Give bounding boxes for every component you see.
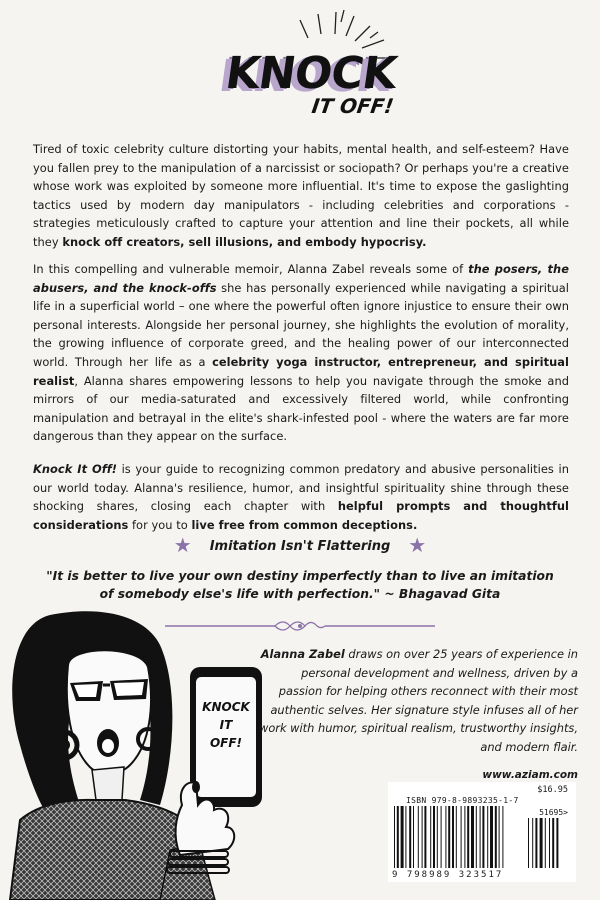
author-name: Alanna Zabel [260, 647, 345, 661]
barcode-bar [490, 806, 493, 868]
bold-text: helpful prompts and thoughtful considerations [33, 499, 570, 532]
isbn: ISBN 979-8-9893235-1-7 [406, 796, 519, 805]
barcode-bar [433, 806, 435, 868]
barcode-bar [502, 806, 503, 868]
barcode-bar [401, 806, 404, 868]
quote-text: "It is better to live your own destiny imperfectly than to live an imitation of somebody else's life with perfection." [46, 569, 554, 601]
addon-bar [535, 818, 537, 868]
barcode-bar [467, 806, 469, 868]
phone-text-line2: IT [219, 718, 233, 732]
book-logo [0, 0, 600, 130]
bold-text: celebrity yoga instructor, entrepreneur, and spiritual realist [33, 354, 569, 388]
barcode-bar [499, 806, 500, 868]
tagline [0, 533, 600, 557]
barcode-bar [441, 806, 442, 868]
text: she has personally experienced while navigating a spiritual life in a superficial world – one where the powerful often ignore injustice to ensure their own personal interests. Alongside her personal journey, she highlights the evolution of morality, the growing influence of corporate greed, and the healing power of our interconnected world. Through her life as a [33, 280, 569, 369]
barcode-bar [482, 806, 484, 868]
addon-bar [545, 818, 546, 868]
barcode-bar [422, 806, 423, 868]
star-icon: ★ [408, 533, 427, 557]
paragraph-intro [33, 140, 569, 252]
barcode-bar [456, 806, 457, 868]
barcode-bar [418, 806, 419, 868]
author-bio [258, 645, 578, 757]
barcode-bar [495, 806, 497, 868]
barcode-digits: 9 798989 323517 [392, 870, 504, 880]
book-title-italic: Knock It Off! [33, 462, 117, 476]
addon-bar [532, 818, 533, 868]
quote [40, 567, 560, 603]
barcode-bar [480, 806, 481, 868]
logo-it-off: IT OFF! [310, 94, 396, 118]
text: Tired of toxic celebrity culture distorting your habits, mental health, and self-esteem? Have you fallen prey to the manipulation of a narcissist or sociopath? Or perhaps you're a creative whose work was exploited by someone more influential. It's time to expose the gaslighting tactics used by modern day manipulators - including celebrities and corporations - strategies meticulously crafted to capture your attention and line their pockets, all while they [33, 142, 569, 249]
barcode-bar [471, 806, 474, 868]
barcode-bar [397, 806, 399, 868]
logo-knock: KNOCK [222, 48, 400, 99]
barcode-box [388, 782, 576, 882]
addon-bar [528, 818, 529, 868]
barcode-bar [464, 806, 465, 868]
barcode-bar [409, 806, 411, 868]
addon-bar [552, 818, 554, 868]
phone-text-line3: OFF! [209, 736, 243, 750]
paragraph-memoir [33, 260, 569, 446]
addon-bar [540, 818, 543, 868]
barcode-bar [430, 806, 431, 868]
addon-bar [556, 818, 558, 868]
barcode-bar [461, 806, 462, 868]
website-link: www.aziam.com [482, 769, 578, 781]
phone-text-line1: KNOCK [202, 700, 250, 714]
barcode [388, 782, 576, 882]
tagline-text: Imitation Isn't Flattering [209, 539, 391, 554]
paragraph-guide [33, 460, 569, 534]
addon-digits: 51695> [539, 808, 568, 817]
barcode-bar [487, 806, 488, 868]
star-icon: ★ [173, 533, 192, 557]
bold-text: live free from common deceptions. [191, 517, 418, 532]
barcode-bar [437, 806, 438, 868]
barcode-bar [424, 806, 426, 868]
barcode-bar [394, 806, 395, 868]
barcode-bar [476, 806, 477, 868]
barcode-bar [413, 806, 414, 868]
text: , Alanna shares empowering lessons to help you navigate through the smoke and mirrors of our media-saturated and excessively filtered world, while confronting manipulation and betrayal in the elite's shark-infested pool - where the waters are far more dangerous than they appear on the surface. [33, 373, 569, 444]
text: is your guide to recognizing common predatory and abusive personalities in our world today. Alanna's resilience, humor, and insightful spirituality shine through these shocking shares, closing each chapter with [33, 462, 569, 514]
text: In this compelling and vulnerable memoir, Alanna Zabel reveals some of [33, 262, 469, 276]
woman-with-phone-illustration [0, 605, 280, 900]
bio-text: draws on over 25 years of experience in personal development and wellness, driven by a passion for helping others reconnect with their most authentic selves. Her signature style infuses all of her work with humor, spiritual realism, trustworthy insights, and modern flair. [259, 647, 578, 754]
price: $16.95 [537, 785, 568, 795]
addon-bar [549, 818, 550, 868]
quote-attribution: ~ Bhagavad Gita [380, 587, 501, 601]
bold-text: knock off creators, sell illusions, and embody hypocrisy. [62, 234, 427, 249]
bold-italic-text: the posers, the abusers, and the knock-offs [33, 262, 569, 295]
text: for you to [128, 517, 192, 532]
barcode-bar [452, 806, 454, 868]
barcode-bar [405, 806, 406, 868]
barcode-bar [445, 806, 446, 868]
barcode-bar [448, 806, 450, 868]
